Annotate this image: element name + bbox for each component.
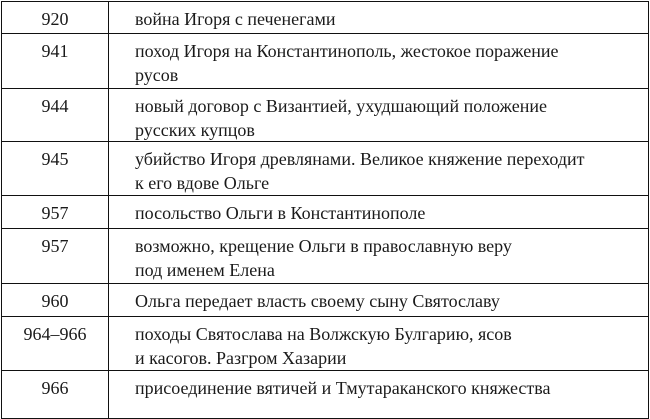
table-row	[2, 196, 648, 229]
event-cell: походы Святослава на Волжскую Булгарию, ясов и касогов. Разгром Хазарии	[135, 324, 512, 368]
table-row	[2, 317, 648, 371]
year-cell: 957	[2, 196, 109, 228]
year-cell: 920	[2, 2, 109, 33]
event-cell: посольство Ольги в Константинополе	[135, 203, 426, 223]
event-cell: поход Игоря на Константинополь, жестокое поражение русов	[135, 41, 559, 85]
event-cell: возможно, крещение Ольги в православную веру под именем Елена	[135, 236, 512, 280]
table-row	[2, 371, 648, 419]
table-row	[2, 229, 648, 284]
event-cell: война Игоря с печенегами	[135, 9, 336, 29]
year-cell: 957	[2, 229, 109, 283]
table-row	[2, 34, 648, 89]
event-cell: убийство Игоря древлянами. Великое княжение переходит к его вдове Ольге	[135, 149, 585, 193]
event-cell: присоединение вятичей и Тмутараканского княжества	[135, 378, 551, 398]
year-cell: 941	[2, 34, 109, 88]
year-cell: 944	[2, 89, 109, 141]
year-cell: 960	[2, 284, 109, 316]
year-cell: 945	[2, 142, 109, 195]
event-cell: новый договор с Византией, ухудшающий положение русских купцов	[135, 96, 547, 140]
event-cell: Ольга передает власть своему сыну Святославу	[135, 291, 500, 311]
year-cell: 966	[2, 371, 109, 418]
year-cell: 964–966	[2, 317, 109, 370]
table-row	[2, 284, 648, 317]
chronology-table	[1, 1, 649, 419]
table-row	[2, 89, 648, 142]
table-row	[2, 142, 648, 196]
table-row	[2, 2, 648, 34]
